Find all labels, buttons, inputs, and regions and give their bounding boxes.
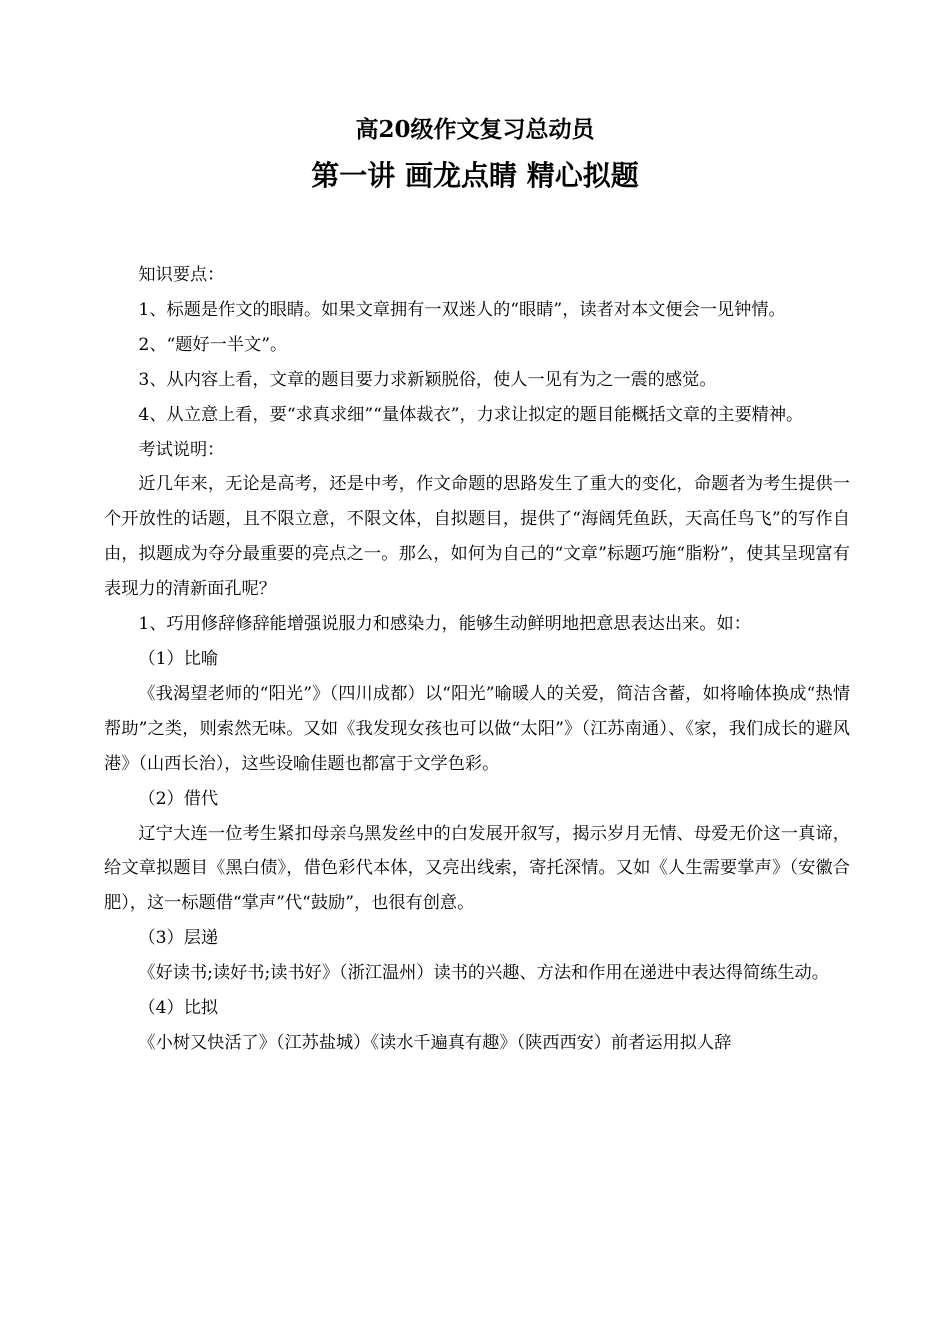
paragraph: 4、从立意上看，要“求真求细”“量体裁衣”，力求让拟定的题目能概括文章的主要精神。 xyxy=(138,404,804,425)
paragraph: 《好读书;读好书;读书好》（浙江温州）读书的兴趣、方法和作用在递进中表达得简练生动。 xyxy=(138,963,829,984)
section-heading-knowledge: 知识要点： xyxy=(138,265,225,285)
subheading-metonymy: （2）借代 xyxy=(138,788,219,809)
paragraph: 辽宁大连一位考生紧扣母亲乌黑发丝中的白发展开叙写，揭示岁月无情、母爱无价这一真谛，给文章拟题目《黑白债》，借色彩代本体，又亮出线索，寄托深情。又如《人生需要掌声》（安徽合肥），这一标题借“掌声”代“鼓励”，也很有创意。 xyxy=(104,823,850,914)
paragraph: 《我渴望老师的“阳光”》（四川成都）以“阳光”喻暖人的关爱，简洁含蓄，如将喻体换成“热情帮助”之类，则索然无味。又如《我发现女孩也可以做“太阳”》（江苏南通）、《家，我们成长的避风港》（山西长治），这些设喻佳题也都富于文学色彩。 xyxy=(104,683,850,774)
document-body xyxy=(104,258,850,1061)
subheading-personification: （4）比拟 xyxy=(138,998,219,1019)
document-title: 高20级作文复习总动员 xyxy=(355,116,595,143)
paragraph: 《小树又快活了》（江苏盐城）《读水千遍真有趣》（陕西西安）前者运用拟人辞 xyxy=(138,1032,732,1053)
paragraph: 2、“题好一半文”。 xyxy=(138,334,288,355)
paragraph: 3、从内容上看，文章的题目要力求新颖脱俗，使人一见有为之一震的感觉。 xyxy=(138,369,717,390)
lecture-title: 第一讲 画龙点睛 精心拟题 xyxy=(311,159,639,192)
subheading-gradation: （3）层递 xyxy=(138,928,219,949)
paragraph: 1、巧用修辞修辞能增强说服力和感染力，能够生动鲜明地把意思表达出来。如： xyxy=(138,614,751,635)
paragraph: 近几年来，无论是高考，还是中考，作文命题的思路发生了重大的变化，命题者为考生提供一个开放性的话题，且不限立意，不限文体，自拟题目，提供了“海阔凭鱼跃，天高任鸟飞”的写作自由，拟题成为夺分最重要的亮点之一。那么，如何为自己的“文章”标题巧施“脂粉”，使其呈现富有表现力的清新面孔呢？ xyxy=(104,474,850,600)
section-heading-exam: 考试说明： xyxy=(138,439,225,460)
paragraph: 1、标题是作文的眼睛。如果文章拥有一双迷人的“眼睛”，读者对本文便会一见钟情。 xyxy=(138,299,786,320)
subheading-metaphor: （1）比喻 xyxy=(138,648,219,669)
